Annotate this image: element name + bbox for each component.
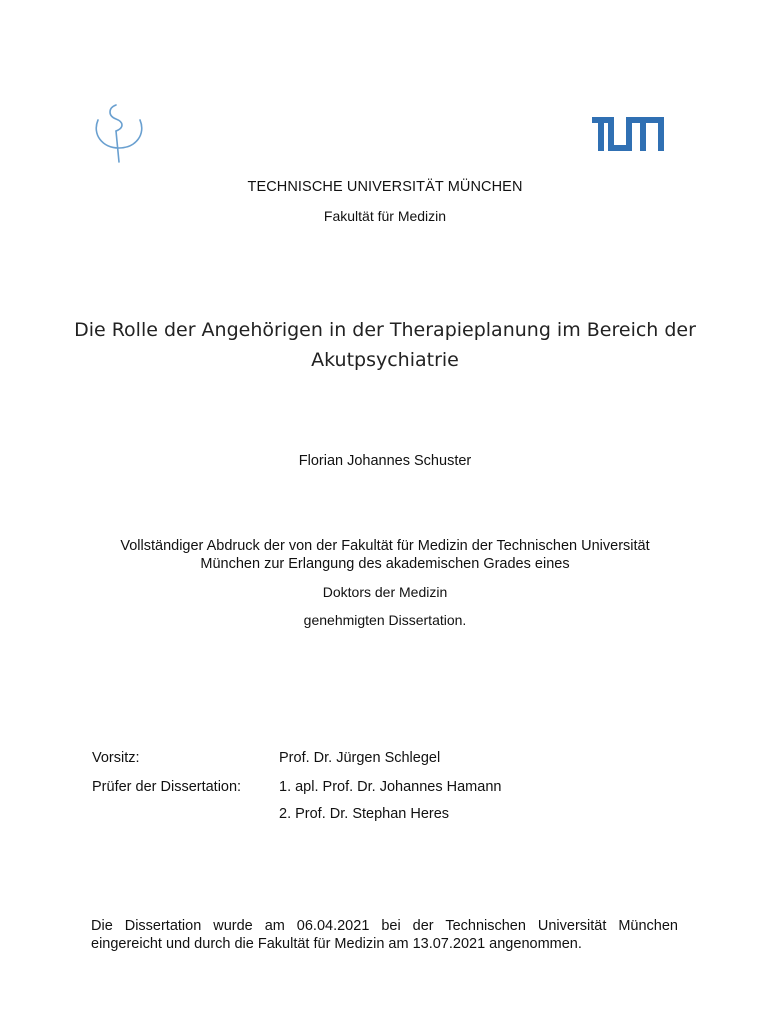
tum-logo-icon [592,117,664,153]
faculty-logo-icon [92,102,146,164]
statement-line-2: München zur Erlangung des akademischen Grades eines [200,556,570,572]
thesis-title-line-2: Akutpsychiatrie [311,349,459,371]
examiner-1: 1. apl. Prof. Dr. Johannes Hamann [279,779,502,795]
author-name: Florian Johannes Schuster [298,453,472,469]
faculty-name: Fakultät für Medizin [323,208,447,224]
university-name: TECHNISCHE UNIVERSITÄT MÜNCHEN [247,179,523,195]
chair-name: Prof. Dr. Jürgen Schlegel [279,750,441,766]
submission-note: Die Dissertation wurde am 06.04.2021 bei der Technischen Universität München eingereicht und durch die Fakultät für Medizin am 13.07.2021 angenommen. [91,918,678,952]
degree-name: Doktors der Medizin [322,584,448,600]
thesis-title-line-1: Die Rolle der Angehörigen in der Therapieplanung im Bereich der [74,319,696,341]
examiner-2: 2. Prof. Dr. Stephan Heres [279,806,450,822]
approval-text: genehmigten Dissertation. [303,612,467,628]
statement-line-1: Vollständiger Abdruck der von der Fakultät für Medizin der Technischen Universität [120,538,650,554]
chair-label: Vorsitz: [92,750,140,766]
examiners-label: Prüfer der Dissertation: [92,779,242,795]
